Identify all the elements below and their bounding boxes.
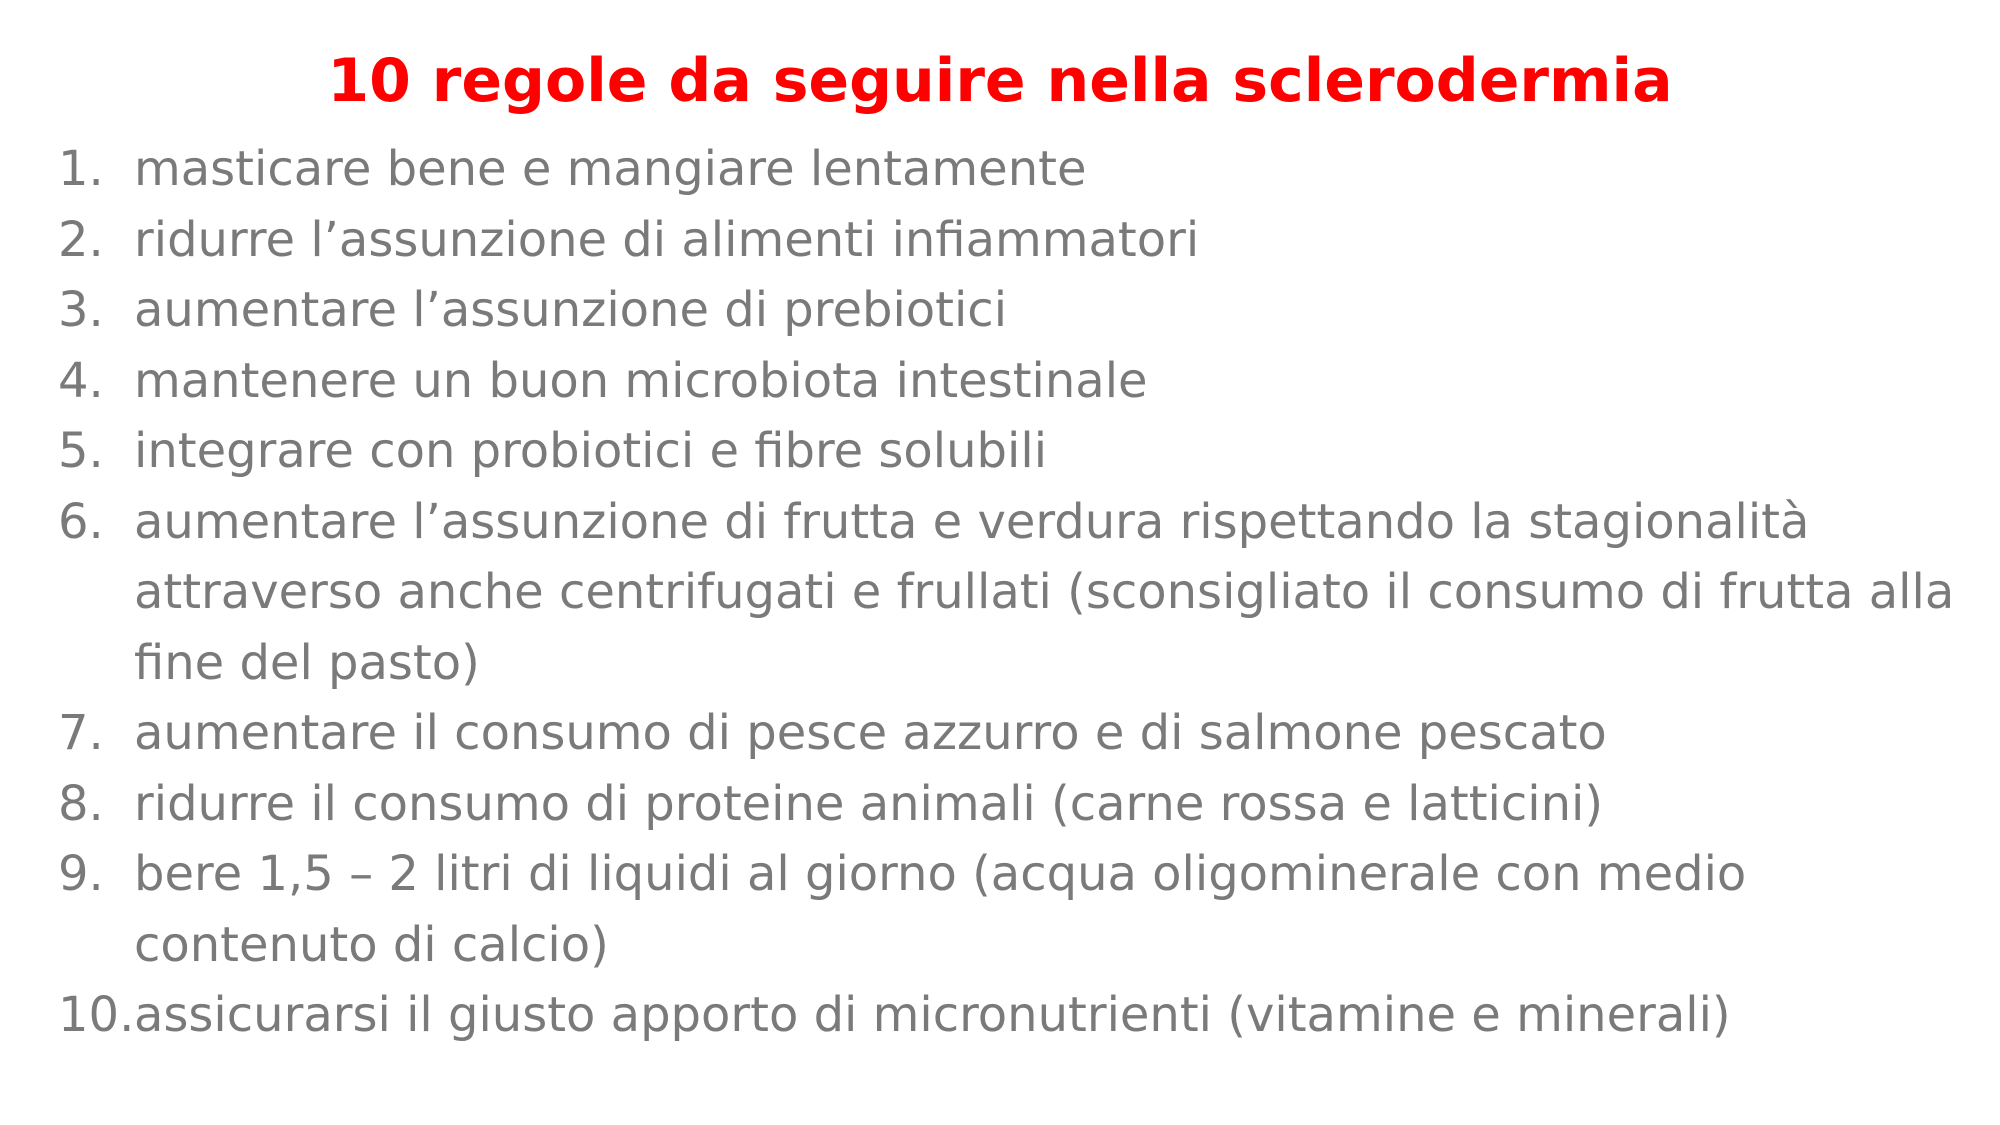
list-item-text: assicurarsi il giusto apporto di micronutrienti (vitamine e minerali) bbox=[134, 987, 1731, 1043]
rules-list bbox=[58, 134, 1988, 1051]
list-item bbox=[58, 839, 1988, 980]
list-item-text: aumentare l’assunzione di prebiotici bbox=[134, 282, 1008, 338]
list-item-number: 9. bbox=[58, 846, 104, 902]
list-item-text: ridurre il consumo di proteine animali (carne rossa e latticini) bbox=[134, 775, 1604, 832]
list-item bbox=[58, 487, 1988, 699]
list-item bbox=[58, 416, 1988, 487]
list-item-text: integrare con probiotici e fibre solubili bbox=[134, 423, 1048, 479]
list-item-number: 7. bbox=[58, 705, 104, 761]
list-item-text: bere 1,5 – 2 litri di liquidi al giorno (acqua oligominerale con medio contenuto di calcio) bbox=[134, 846, 1747, 973]
list-item-text: masticare bene e mangiare lentamente bbox=[134, 141, 1087, 197]
list-item-text: aumentare il consumo di pesce azzurro e di salmone pescato bbox=[134, 705, 1607, 761]
list-item bbox=[58, 205, 1988, 276]
slide-title: 10 regole da seguire nella sclerodermia bbox=[327, 46, 1673, 116]
list-item bbox=[58, 275, 1988, 346]
list-item-number: 4. bbox=[58, 352, 104, 409]
list-item-number: 5. bbox=[58, 423, 104, 479]
list-item-number: 6. bbox=[58, 493, 104, 550]
list-item bbox=[58, 769, 1988, 840]
list-item bbox=[58, 980, 1988, 1051]
list-item bbox=[58, 698, 1988, 769]
list-item-text: mantenere un buon microbiota intestinale bbox=[134, 352, 1148, 409]
list-item-text: aumentare l’assunzione di frutta e verdura rispettando la stagionalità attraverso anche centrifugati e frullati (sconsigliato il consumo di frutta alla fine del pasto) bbox=[134, 493, 1955, 691]
list-item-number: 1. bbox=[58, 141, 104, 197]
list-item-text: ridurre l’assunzione di alimenti infiammatori bbox=[134, 211, 1200, 268]
list-item bbox=[58, 134, 1988, 205]
list-item bbox=[58, 346, 1988, 417]
list-item-number: 3. bbox=[58, 282, 104, 338]
list-item-number: 2. bbox=[58, 211, 104, 268]
list-item-number: 8. bbox=[58, 775, 104, 832]
list-item-number: 10. bbox=[58, 987, 135, 1043]
